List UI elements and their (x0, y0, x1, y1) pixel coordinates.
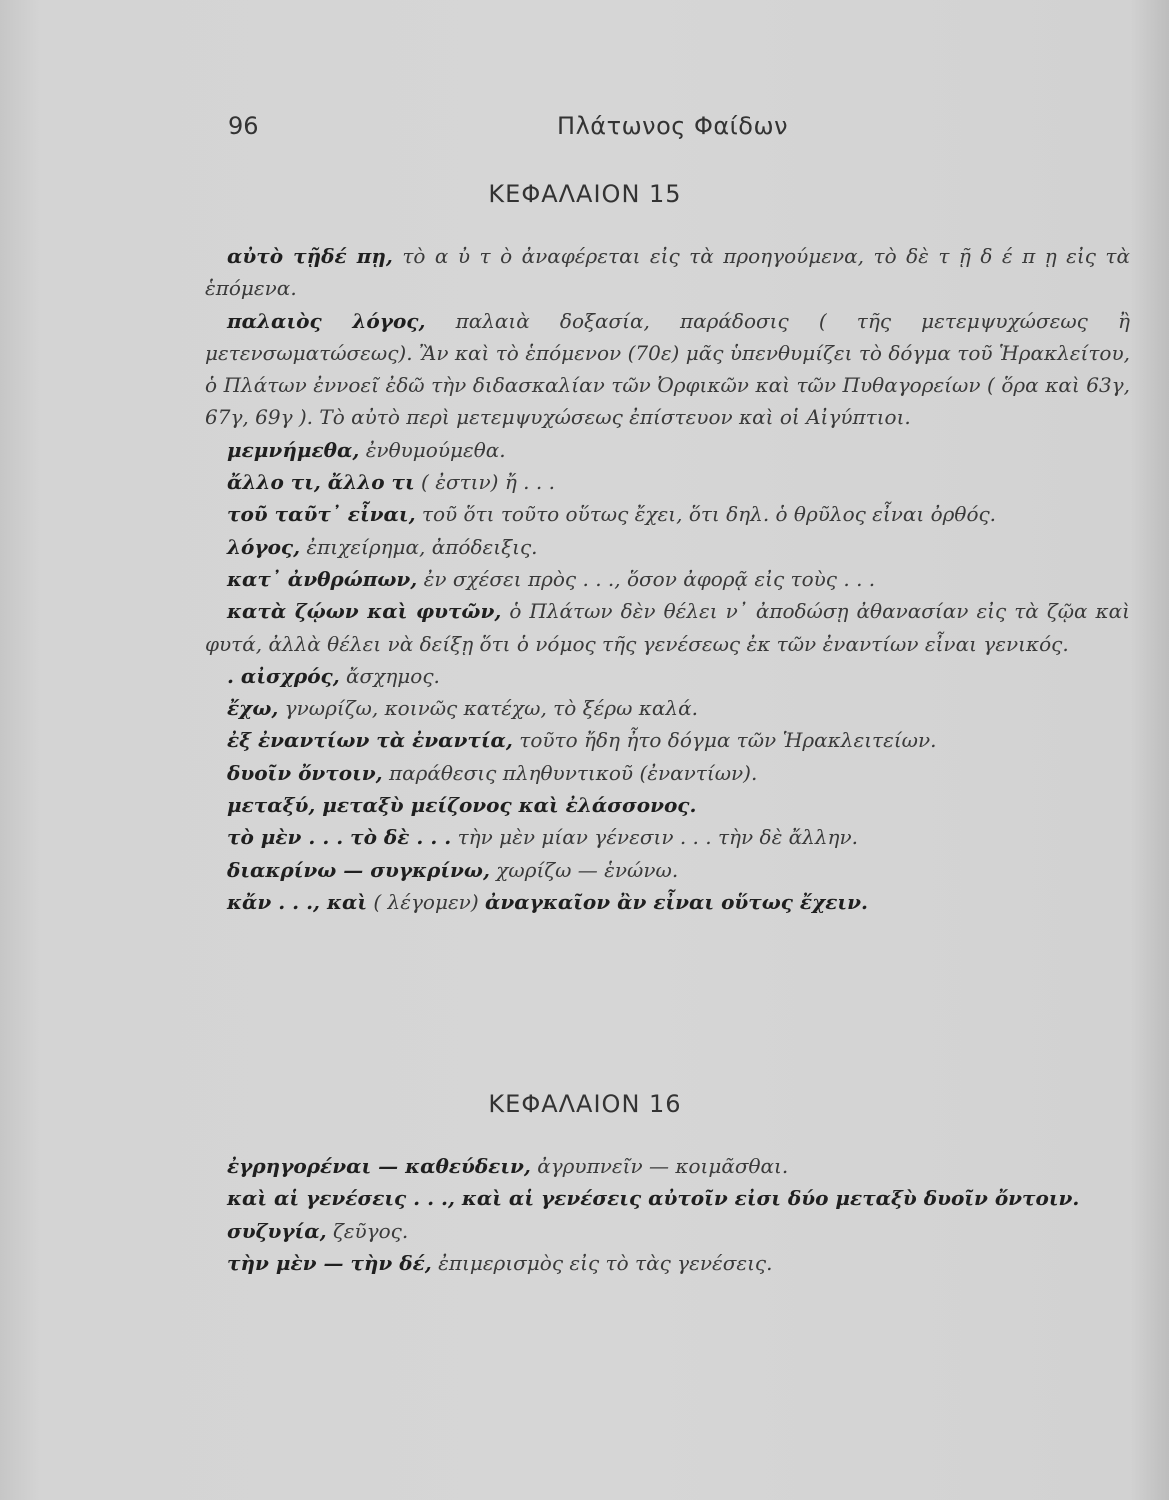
entry-gloss: τὸ α ὐ τ ὸ ἀναφέρεται εἰς τὰ προηγούμενα, τὸ δὲ τ ῇ δ έ π ῃ εἰς τὰ ἑπόμενα. (205, 244, 1130, 301)
glossary-entry (205, 1247, 1130, 1279)
entry-gloss: ἐνθυμούμεθα. (359, 437, 506, 462)
glossary-entry (205, 531, 1130, 563)
chapter-heading-15: ΚΕΦΑΛΑΙΟΝ 15 (488, 180, 682, 208)
glossary-entry (205, 789, 1130, 821)
entry-term: συζυγία, (227, 1218, 327, 1243)
entry-term-continued: ἀναγκαῖον ἂν εἶναι οὕτως ἔχειν. (485, 889, 868, 914)
entry-term: τοῦ ταῦτ᾿ εἶναι, (227, 502, 416, 527)
glossary-entry (205, 854, 1130, 886)
entry-term: τὴν μὲν — τὴν δέ, (227, 1250, 432, 1275)
entry-gloss: τὴν μὲν μίαν γένεσιν . . . τὴν δὲ ἄλλην. (451, 825, 859, 850)
glossary-entry (205, 660, 1130, 692)
entry-gloss: ἐπιχείρημα, ἀπόδειξις. (300, 534, 538, 559)
entry-term: καὶ αἱ γενέσεις . . ., καὶ αἱ γενέσεις αὐτοῖν εἰσι δύο μεταξὺ δυοῖν ὄντοιν. (227, 1186, 1080, 1211)
chapter-15-glossary (205, 240, 1130, 918)
chapter-16-glossary (205, 1150, 1130, 1279)
entry-term: ἐγρηγορέναι — καθεύδειν, (227, 1154, 531, 1178)
glossary-entry (205, 1182, 1130, 1214)
entry-gloss: ἀγρυπνεῖν — κοιμᾶσθαι. (530, 1154, 789, 1178)
entry-term: δυοῖν ὄντοιν, (227, 760, 383, 785)
entry-gloss: ( ἐστιν) ἤ . . . (414, 470, 555, 495)
entry-gloss: ( λέγομεν) (367, 889, 485, 914)
entry-term: κἄν . . ., καὶ (227, 889, 368, 914)
glossary-entry (205, 466, 1130, 498)
entry-term: ἄλλο τι, ἄλλο τι (227, 470, 415, 495)
page-number: 96 (228, 112, 259, 140)
entry-gloss: ἐπιμερισμὸς εἰς τὸ τὰς γενέσεις. (431, 1250, 773, 1275)
glossary-entry (205, 886, 1130, 918)
glossary-entry (205, 692, 1130, 724)
glossary-entry (205, 434, 1130, 466)
running-title: Πλάτωνος Φαίδων (557, 112, 788, 140)
entry-gloss: τοῦτο ἤδη ἦτο δόγμα τῶν Ἡρακλειτείων. (512, 728, 937, 753)
glossary-entry (205, 1150, 1130, 1182)
entry-term: αὐτὸ τῇδέ πῃ, (227, 244, 393, 268)
entry-gloss: ζεῦγος. (326, 1218, 409, 1243)
entry-term: τὸ μὲν . . . τὸ δὲ . . . (227, 825, 452, 850)
entry-term: ἐξ ἐναντίων τὰ ἐναντία, (227, 728, 513, 753)
entry-term: κατ᾿ ἀνθρώπων, (227, 566, 418, 591)
entry-term: ἔχω, (227, 696, 279, 721)
entry-gloss: ἄσχημος. (339, 663, 440, 688)
entry-gloss: παράθεσις πληθυντικοῦ (ἐναντίων). (382, 760, 758, 785)
entry-term: . αἰσχρός, (227, 663, 340, 688)
entry-term: κατὰ ζῴων καὶ φυτῶν, (227, 599, 502, 624)
entry-gloss: γνωρίζω, κοινῶς κατέχω, τὸ ξέρω καλά. (278, 696, 698, 721)
glossary-entry (205, 595, 1130, 660)
entry-gloss: τοῦ ὅτι τοῦτο οὕτως ἔχει, ὅτι δηλ. ὁ θρῦλος εἶναι ὀρθός. (415, 502, 997, 527)
glossary-entry (205, 724, 1130, 756)
entry-gloss: ἐν σχέσει πρὸς . . ., ὅσον ἀφορᾷ εἰς τοὺς . . . (417, 566, 876, 591)
glossary-entry (205, 1215, 1130, 1247)
glossary-entry (205, 498, 1130, 530)
glossary-entry (205, 757, 1130, 789)
chapter-heading-16: ΚΕΦΑΛΑΙΟΝ 16 (488, 1090, 682, 1118)
glossary-entry (205, 305, 1130, 434)
entry-term: μεταξύ, μεταξὺ μείζονος καὶ ἐλάσσονος. (227, 793, 697, 818)
entry-gloss: χωρίζω — ἑνώνω. (489, 857, 679, 882)
entry-term: μεμνήμεθα, (227, 437, 360, 462)
glossary-entry (205, 821, 1130, 853)
entry-gloss: ὁ Πλάτων δὲν θέλει ν᾿ ἀποδώσῃ ἀθανασίαν εἰς τὰ ζῷα καὶ φυτά, ἀλλὰ θέλει νὰ δείξῃ ὅτι ὁ νόμος τῆς γενέσεως ἐκ τῶν ἐναντίων εἶναι γενικός. (205, 599, 1130, 656)
entry-gloss: παλαιὰ δοξασία, παράδοσις ( τῆς μετεμψυχώσεως ἢ μετενσωματώσεως). Ἂν καὶ τὸ ἑπόμενον (70ε) μᾶς ὑπενθυμίζει τὸ δόγμα τοῦ Ἡρακλείτου, ὁ Πλάτων ἐννοεῖ ἐδῶ τὴν διδασκαλίαν τῶν Ὀρφικῶν καὶ τῶν Πυθαγορείων ( ὅρα καὶ 63γ, 67γ, 69γ ). Τὸ αὐτὸ περὶ μετεμψυχώσεως ἐπίστευον καὶ οἱ Αἰγύπτιοι. (205, 308, 1130, 430)
glossary-entry (205, 240, 1130, 305)
entry-term: λόγος, (227, 534, 301, 559)
glossary-entry (205, 563, 1130, 595)
entry-term: διακρίνω — συγκρίνω, (227, 857, 490, 882)
entry-term: παλαιὸς λόγος, (227, 308, 426, 333)
page-header (228, 112, 788, 152)
